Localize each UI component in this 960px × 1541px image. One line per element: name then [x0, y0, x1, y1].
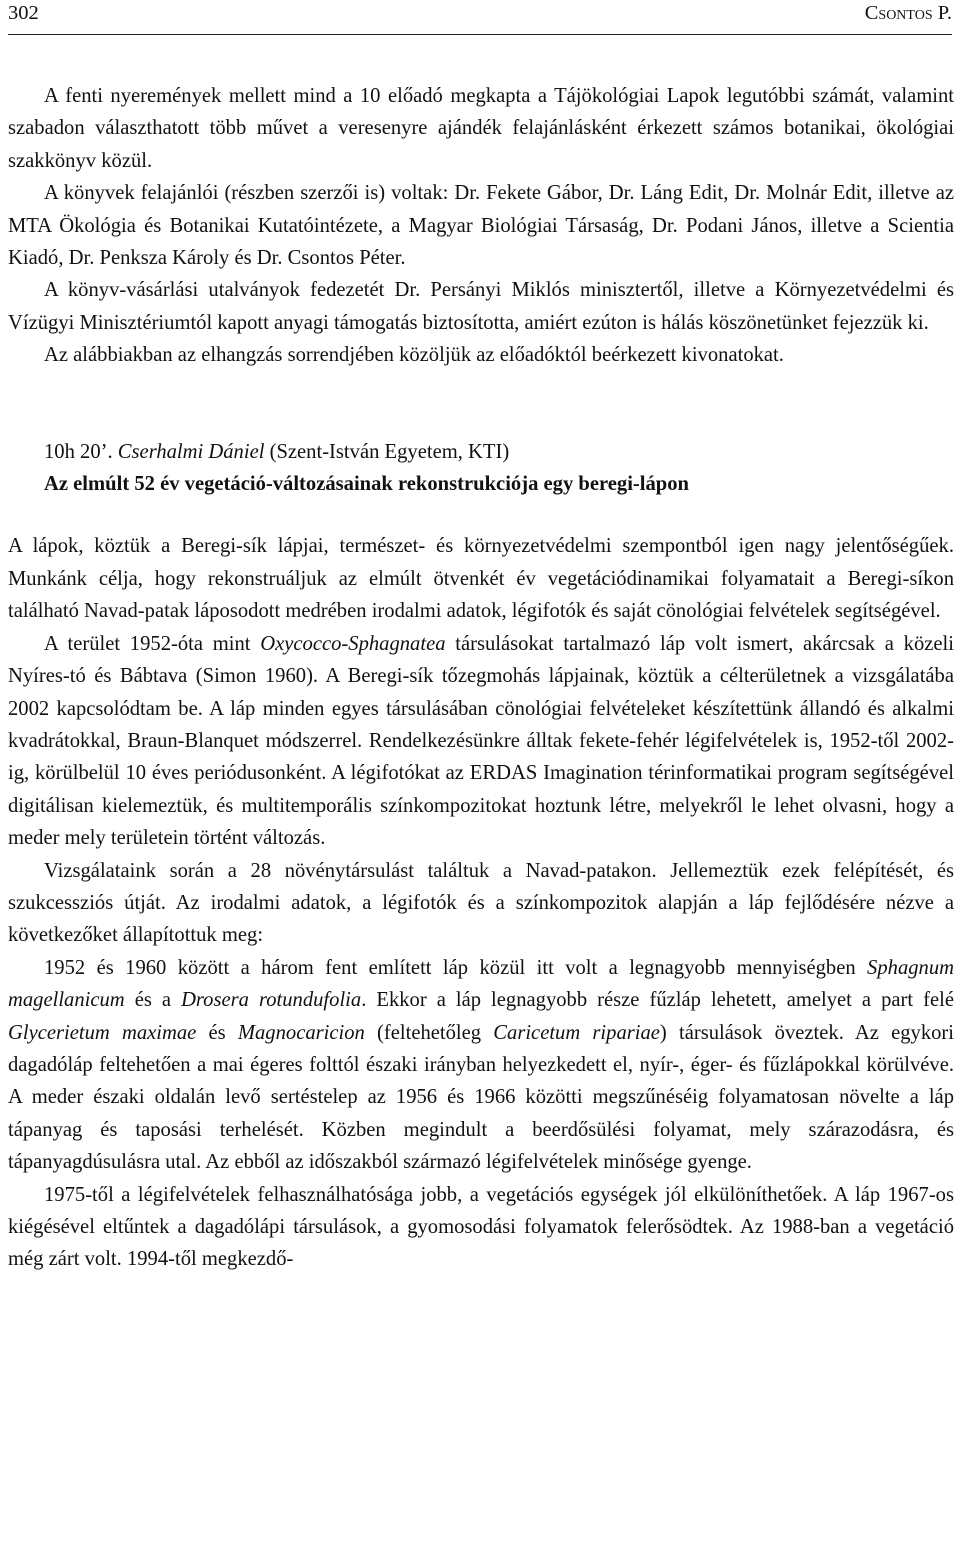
intro-paragraph-abstracts: Az alábbiakban az elhangzás sorrendjében közöljük az előadóktól beérkezett kivonatokat. — [44, 344, 784, 367]
talk-author: Cserhalmi Dániel — [117, 440, 265, 463]
taxon-name: Oxycocco-Sphagnatea — [260, 632, 446, 655]
page-number: 302 — [8, 2, 39, 24]
taxon-name: Drosera rotundufolia — [181, 989, 362, 1012]
abstract-paragraph-3: Vizsgálataink során a 28 növénytársulást találtuk a Navad-patakon. Jellemeztük ezek felépítését, és szukcessziós útját. Az irodalmi adatok, a légifotók és a színkompozitok alapján a láp fejlődésére nézve a következőket állapítottuk meg: — [8, 859, 954, 947]
intro-paragraph-donors: A könyvek felajánlói (részben szerzői is) voltak: Dr. Fekete Gábor, Dr. Láng Edit, Dr. Molnár Edit, illetve az MTA Ökológia és Botanikai Kutatóintézete, a Magyar Biológiai Társaság, Dr. Podani János, illetve a Scientia Kiadó, Dr. Penksza Károly és Dr. Csontos Péter. — [8, 182, 954, 270]
taxon-name: Sphagnum magellanicum — [8, 956, 954, 1012]
taxon-name: Glycerietum maximae — [8, 1021, 197, 1044]
talk-time: 10h 20’. — [44, 440, 113, 463]
abstract-paragraph-1: A lápok, köztük a Beregi-sík lápjai, természet- és környezetvédelmi szempontból igen nagy jelentőségűek. Munkánk célja, hogy rekonstruáljuk az elmúlt ötvenkét év vegetációdinamikai folyamatait a Beregi-síkon található Navad-patak láposodott medrében irodalmi adatok, légifotók és saját cönológiai felvételek segítségével. — [8, 535, 954, 623]
text-run: 1952 és 1960 között a három fent említett láp közül itt volt a legnagyobb mennyiségben — [44, 956, 868, 979]
text-run: és a — [124, 989, 182, 1012]
text-run: ) társulások öveztek. Az egykori dagadóláp feltehetően a mai égeres folttól északi irányban helyezkedett el, nyír-, éger- és fűzlápokkal körülvéve. A meder északi oldalán levő sertéstelep az 1956 és 1966 közötti megszűnéséig folyamatosan növelte a láp tápanyag és taposási terhelését. Közben megindult a beerdősülési folyamat, mely szárazodásra, és tápanyagdúsulásra utal. Az ebből az időszakból származó légifelvételek minősége gyenge. — [8, 1021, 955, 1174]
abstract-paragraph-2 — [8, 628, 954, 855]
running-head — [8, 0, 952, 35]
text-run: (feltehetőleg — [364, 1021, 494, 1044]
page-content — [8, 80, 954, 1276]
intro-paragraph-vouchers: A könyv-vásárlási utalványok fedezetét Dr. Persányi Miklós minisztertől, illetve a Környezetvédelmi és Vízügyi Minisztériumtól kapott anyagi támogatás biztosította, amiért ezúton is hálás köszönetünket fejezzük ki. — [8, 279, 954, 334]
talk-affiliation: (Szent-István Egyetem, KTI) — [269, 440, 510, 463]
talk-heading — [8, 436, 954, 468]
talk-title: Az elmúlt 52 év vegetáció-változásainak rekonstrukciója egy beregi-lápon — [44, 473, 690, 496]
text-run: A terület 1952-óta mint — [44, 632, 261, 655]
text-run: és — [196, 1021, 238, 1044]
title-spacer — [8, 500, 954, 530]
intro-paragraph-prizes: A fenti nyeremények mellett mind a 10 előadó megkapta a Tájökológiai Lapok legutóbbi számát, valamint szabadon választhatott több művet a veresenyre ajándék felajánlásként érkezett számos botanikai, ökológiai szakkönyv közül. — [8, 85, 954, 172]
running-title: Csontos P. — [864, 2, 952, 24]
text-run: . Ekkor a láp legnagyobb része fűzláp lehetett, amelyet a part felé — [361, 989, 954, 1012]
section-spacer — [8, 372, 954, 436]
taxon-name: Caricetum ripariae — [493, 1021, 660, 1044]
text-run: társulásokat tartalmazó láp volt ismert, akárcsak a közeli Nyíres-tó és Bábtava (Simon 1960). A Beregi-sík tőzegmohás lápjainak, köztük a célterületnek a vizsgálatába 2002 kapcsolódtam be. A láp minden egyes társulásában cönológiai felvételeket készítettünk állandó és alkalmi kvadrátokkal, Braun-Blanquet módszerrel. Rendelkezésünkre álltak fekete-fehér légifelvételek is, 1952-től 2002-ig, körülbelül 10 éves periódusonként. A légifotókat az ERDAS Imagination térinformatikai program segítségével digitálisan kielemeztük, és multitemporális színkompozitokat hoztunk létre, melyekről le lehet olvasni, hogy a meder mely területein történt változás. — [8, 632, 954, 850]
taxon-name: Magnocaricion — [237, 1021, 365, 1044]
abstract-paragraph-4 — [8, 952, 954, 1179]
abstract-paragraph-5: 1975-től a légifelvételek felhasználhatósága jobb, a vegetációs egységek jól elkülöníthetőek. A láp 1967-os kiégésével eltűntek a dagadólápi társulások, a gyomosodási folyamatok felerősödtek. Az 1988-ban a vegetáció még zárt volt. 1994-től megkezdő- — [8, 1183, 954, 1271]
